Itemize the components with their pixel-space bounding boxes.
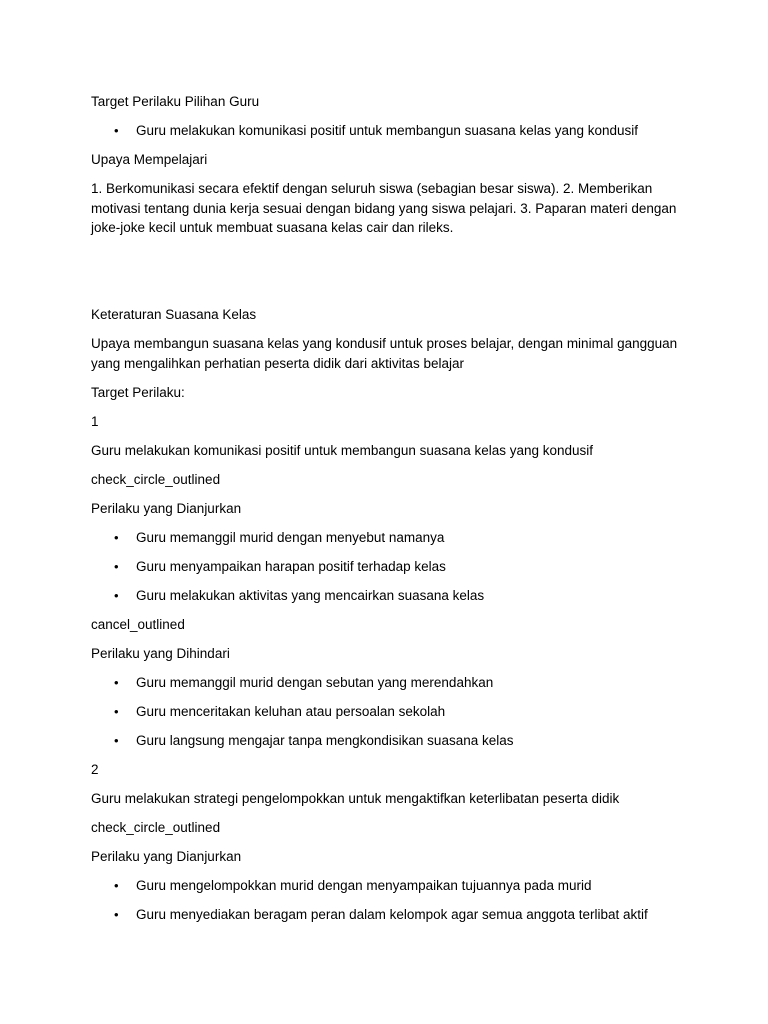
recommended-label: Perilaku yang Dianjurkan xyxy=(91,500,242,516)
item-number: 2 xyxy=(91,761,99,777)
bullet-icon: • xyxy=(114,674,119,690)
recommended-label: Perilaku yang Dianjurkan xyxy=(91,848,242,864)
list-item xyxy=(91,586,681,606)
list-item-text: Guru memanggil murid dengan menyebut namanya xyxy=(136,529,445,545)
bullet-icon: • xyxy=(114,906,119,922)
effort-paragraph: 1. Berkomunikasi secara efektif dengan seluruh siswa (sebagian besar siswa). 2. Memberikan motivasi tentang dunia kerja sesuai dengan bidang yang siswa pelajari. 3. Paparan materi dengan joke-joke kecil untuk membuat suasana kelas cair dan rileks. xyxy=(91,181,677,235)
list-item xyxy=(91,702,681,722)
recommended-list xyxy=(91,876,681,925)
bullet-icon: • xyxy=(114,877,119,893)
bullet-icon: • xyxy=(114,703,119,719)
list-item xyxy=(91,557,681,577)
cancel-outlined-icon: cancel_outlined xyxy=(91,616,185,632)
bullet-icon: • xyxy=(114,587,119,603)
section-description: Upaya membangun suasana kelas yang kondusif untuk proses belajar, dengan minimal gangguan yang mengalihkan perhatian peserta didik dari aktivitas belajar xyxy=(91,336,678,371)
avoid-list xyxy=(91,673,681,751)
list-item-text: Guru memanggil murid dengan sebutan yang merendahkan xyxy=(136,674,494,690)
list-item-text: Guru mengelompokkan murid dengan menyampaikan tujuannya pada murid xyxy=(136,877,592,893)
list-item-text: Guru langsung mengajar tanpa mengkondisikan suasana kelas xyxy=(136,732,514,748)
list-item-text: Guru menyampaikan harapan positif terhadap kelas xyxy=(136,558,446,574)
document-page xyxy=(91,92,681,934)
bullet-icon: • xyxy=(114,123,119,138)
list-item-text: Guru menyediakan beragam peran dalam kelompok agar semua anggota terlibat aktif xyxy=(136,906,648,922)
list-item xyxy=(91,731,681,751)
recommended-list xyxy=(91,528,681,606)
list-item xyxy=(91,121,681,141)
target-label: Target Perilaku: xyxy=(91,384,185,400)
item-title: Guru melakukan strategi pengelompokkan untuk mengaktifkan keterlibatan peserta didik xyxy=(91,790,620,806)
bullet-icon: • xyxy=(114,732,119,748)
list-item xyxy=(91,876,681,896)
list-item xyxy=(91,673,681,693)
list-item-text: Guru melakukan aktivitas yang mencairkan suasana kelas xyxy=(136,587,485,603)
list-item-text: Guru melakukan komunikasi positif untuk membangun suasana kelas yang kondusif xyxy=(136,123,639,138)
bullet-icon: • xyxy=(114,558,119,574)
item-number: 1 xyxy=(91,413,99,429)
section-subheading: Upaya Mempelajari xyxy=(91,152,208,167)
spacer xyxy=(91,247,681,305)
check-circle-outlined-icon: check_circle_outlined xyxy=(91,471,221,487)
bullet-icon: • xyxy=(114,529,119,545)
avoid-label: Perilaku yang Dihindari xyxy=(91,645,230,661)
target-behavior-list xyxy=(91,121,681,141)
check-circle-outlined-icon: check_circle_outlined xyxy=(91,819,221,835)
list-item xyxy=(91,528,681,548)
item-title: Guru melakukan komunikasi positif untuk membangun suasana kelas yang kondusif xyxy=(91,442,594,458)
list-item xyxy=(91,905,681,925)
section-heading: Keteraturan Suasana Kelas xyxy=(91,307,257,322)
list-item-text: Guru menceritakan keluhan atau persoalan sekolah xyxy=(136,703,446,719)
section-heading: Target Perilaku Pilihan Guru xyxy=(91,94,260,109)
